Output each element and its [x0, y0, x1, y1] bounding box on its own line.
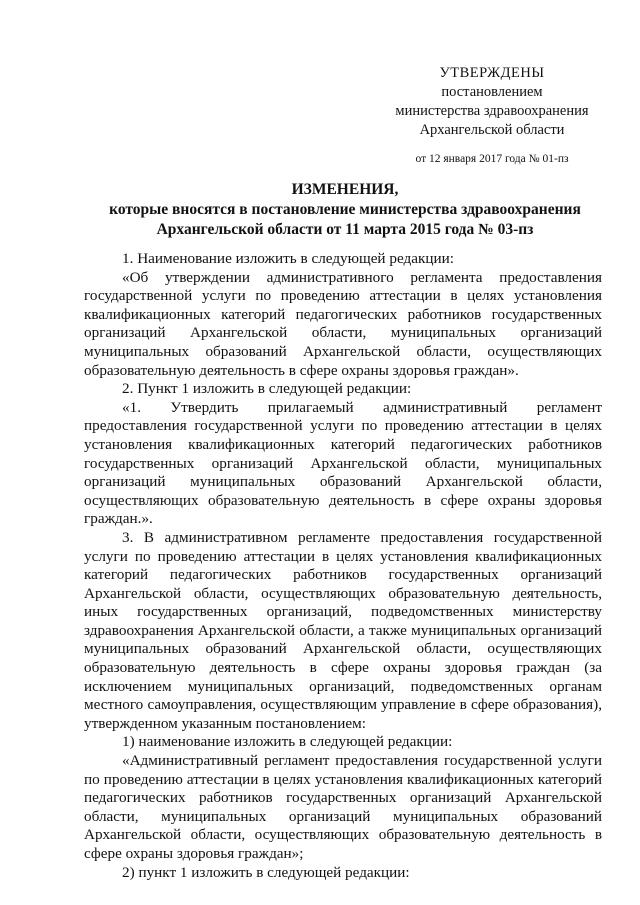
document-body	[84, 250, 602, 882]
paragraph-quote-3: «Административный регламент предоставления государственной услуги по проведению аттестации в целях установления квалификационных категорий педагогических работников государственных организаций Архангельской области, муниципальных организаций муниципальных образований Архангельской области, осуществляющих образовательную деятельность в сфере охраны здоровья граждан»;	[84, 752, 602, 862]
paragraph-item-3: 3. В административном регламенте предоставления государственной услуги по проведению аттестации в целях установления квалификационных категорий педагогических работников государственных организаций Архангельской области, осуществляющих образовательную деятельность, иных государственных организаций, подведомственных министерству здравоохранения Архангельской области, а также муниципальных организаций муниципальных образований Архангельской области, осуществляющих образовательную деятельность в сфере охраны здоровья граждан (за исключением муниципальных организаций, подведомственных органам местного самоуправления, осуществляющим управление в сфере образования), утвержденном указанным постановлением:	[84, 528, 602, 732]
heading-title: ИЗМЕНЕНИЯ,	[291, 181, 399, 198]
paragraph-item-1: 1. Наименование изложить в следующей редакции:	[122, 250, 454, 267]
heading-line-2: которые вносятся в постановление министерства здравоохранения	[109, 201, 581, 218]
paragraph-quote-2: «1. Утвердить прилагаемый административный регламент предоставления государственной услуги по проведению аттестации в целях установления квалификационных категорий педагогических работников государственных организаций Архангельской области, муниципальных организаций муниципальных образований Архангельской области, осуществляющих образовательную деятельность в сфере охраны здоровья граждан.».	[84, 398, 602, 528]
paragraph-subitem-1: 1) наименование изложить в следующей редакции:	[122, 733, 453, 751]
approval-line-3: Архангельской области	[419, 122, 565, 138]
document-heading	[80, 180, 610, 240]
heading-line-3: Архангельской области от 11 марта 2015 года № 03-пз	[156, 221, 534, 238]
paragraph-item-2: 2. Пункт 1 изложить в следующей редакции:	[122, 380, 412, 398]
approval-stamp	[380, 64, 604, 167]
approval-date: от 12 января 2017 года № 01-пз	[415, 153, 569, 165]
approval-line-2: министерства здравоохранения	[395, 103, 589, 119]
paragraph-quote-1: «Об утверждении административного регламента предоставления государственной услуги по проведению аттестации в целях установления квалификационных категорий педагогических работников государственных организаций Архангельской области, муниципальных организаций муниципальных образований Архангельской области, осуществляющих образовательную деятельность в сфере охраны здоровья граждан».	[84, 268, 602, 379]
approval-line-1: постановлением	[441, 84, 543, 100]
approval-title: УТВЕРЖДЕНЫ	[439, 65, 545, 81]
paragraph-subitem-2: 2) пункт 1 изложить в следующей редакции:	[122, 863, 410, 881]
